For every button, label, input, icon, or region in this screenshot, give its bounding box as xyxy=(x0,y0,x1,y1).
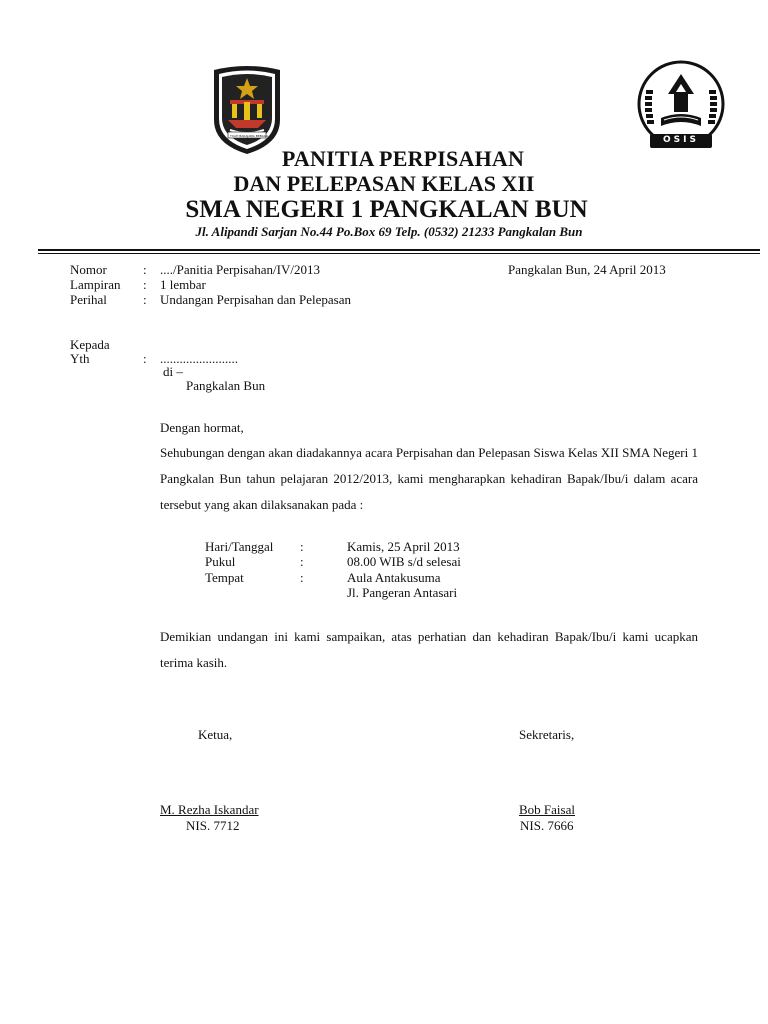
meta-value: ..../Panitia Perpisahan/IV/2013 xyxy=(160,262,320,277)
meta-sep: : xyxy=(143,262,147,277)
school-address: Jl. Alipandi Sarjan No.44 Po.Box 69 Telp. (0532) 21233 Pangkalan Bun xyxy=(195,224,583,239)
meta-sep: : xyxy=(143,277,147,292)
event-day-sep: : xyxy=(300,539,304,554)
greeting: Dengan hormat, xyxy=(160,420,244,435)
meta-label: Nomor xyxy=(70,262,107,277)
meta-value: Undangan Perpisahan dan Pelepasan xyxy=(160,292,351,307)
recipient-yth-value: ........................ xyxy=(160,351,238,366)
meta-label: Perihal xyxy=(70,292,107,307)
signature-right-nis: NIS. 7666 xyxy=(520,818,574,833)
osis-logo-text: OSIS xyxy=(663,135,699,145)
signature-right-name: Bob Faisal xyxy=(519,802,575,817)
meta-sep: : xyxy=(143,292,147,307)
event-place-sep: : xyxy=(300,570,304,585)
signature-left-nis: NIS. 7712 xyxy=(186,818,240,833)
paragraph-intro: Sehubungan dengan akan diadakannya acara Perpisahan dan Pelepasan Siswa Kelas XII SMA Negeri 1 Pangkalan Bun tahun pelajaran 2012/2013, kami mengharapkan kehadiran Bapak/Ibu/i dalam acara tersebut yang akan dilaksanakan pada : xyxy=(160,445,698,512)
event-time-label: Pukul xyxy=(205,554,236,569)
regency-logo xyxy=(208,64,286,156)
signature-left-name: M. Rezha Iskandar xyxy=(160,802,259,817)
title-line-1: PANITIA PERPISAHAN xyxy=(281,146,525,171)
recipient-city: Pangkalan Bun xyxy=(186,378,266,393)
event-day-value: Kamis, 25 April 2013 xyxy=(347,539,460,554)
recipient-yth-label: Yth xyxy=(70,351,90,366)
recipient-di: di – xyxy=(163,364,183,379)
osis-logo xyxy=(636,60,726,156)
paragraph-closing: Demikian undangan ini kami sampaikan, atas perhatian dan kehadiran Bapak/Ibu/i kami ucapkan terima kasih. xyxy=(160,629,698,670)
event-day-label: Hari/Tanggal xyxy=(205,539,274,554)
recipient-yth-sep: : xyxy=(143,351,147,366)
title-line-2: DAN PELEPASAN KELAS XII xyxy=(233,171,535,196)
recipient-kepada: Kepada xyxy=(70,337,110,352)
event-place-value: Aula Antakusuma xyxy=(347,570,441,585)
header-divider xyxy=(38,249,760,251)
event-time-sep: : xyxy=(300,554,304,569)
header-divider-thin xyxy=(38,253,760,254)
event-place-value-2: Jl. Pangeran Antasari xyxy=(347,585,458,600)
meta-label: Lampiran xyxy=(70,277,121,292)
signature-right-role: Sekretaris, xyxy=(519,727,575,742)
title-line-3: SMA NEGERI 1 PANGKALAN BUN xyxy=(185,196,588,223)
event-place-label: Tempat xyxy=(205,570,244,585)
event-time-value: 08.00 WIB s/d selesai xyxy=(347,554,461,569)
signature-left-role: Ketua, xyxy=(198,727,233,742)
meta-value: 1 lembar xyxy=(160,277,206,292)
regency-logo-banner: TUAH BAKAJANG BEBAGA xyxy=(230,134,269,138)
place-date: Pangkalan Bun, 24 April 2013 xyxy=(508,262,666,277)
